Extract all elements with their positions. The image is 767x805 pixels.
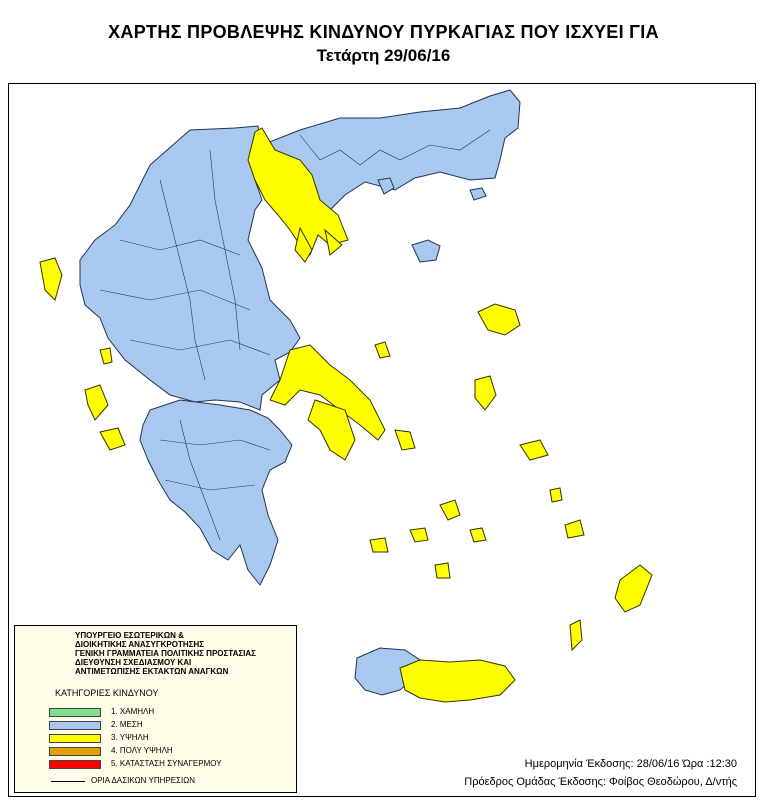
- org-line: ΔΙΟΙΚΗΤΙΚΗΣ ΑΝΑΣΥΓΚΡΟΤΗΣΗΣ: [75, 640, 205, 649]
- swatch-low: [49, 708, 101, 717]
- issue-date: Ημερομηνία Έκδοσης: 28/06/16 Ώρα :12:30: [524, 758, 737, 770]
- org-line: ΓΕΝΙΚΗ ΓΡΑΜΜΑΤΕΙΑ ΠΟΛΙΤΙΚΗΣ ΠΡΟΣΤΑΣΙΑΣ: [75, 649, 256, 658]
- legend-label: 5. ΚΑΤΑΣΤΑΣΗ ΣΥΝΑΓΕΡΜΟΥ: [111, 759, 222, 768]
- swatch-alarm: [49, 760, 101, 769]
- legend-label: 2. ΜΕΣΗ: [111, 720, 143, 729]
- org-line: ΑΝΤΙΜΕΤΩΠΙΣΗΣ ΕΚΤΑΚΤΩΝ ΑΝΑΓΚΩΝ: [75, 667, 229, 676]
- boundary-line-sample: [51, 781, 85, 782]
- boundary-label: ΟΡΙΑ ΔΑΣΙΚΩΝ ΥΠΗΡΕΣΙΩΝ: [91, 776, 195, 785]
- org-line: ΔΙΕΥΘΥΝΣΗ ΣΧΕΔΙΑΣΜΟΥ ΚΑΙ: [75, 658, 192, 667]
- signature: Πρόεδρος Ομάδας Έκδοσης: Φοίβος Θεοδώρου, Δ/ντής: [464, 776, 737, 788]
- legend-label: 1. ΧΑΜΗΛΗ: [111, 707, 155, 716]
- map-date: Τετάρτη 29/06/16: [316, 46, 451, 65]
- swatch-medium: [49, 721, 101, 730]
- map-title: ΧΑΡΤΗΣ ΠΡΟΒΛΕΨΗΣ ΚΙΝΔΥΝΟΥ ΠΥΡΚΑΓΙΑΣ ΠΟΥ ΙΣΧΥΕΙ ΓΙΑ: [108, 22, 659, 42]
- legend-label: 3. ΥΨΗΛΗ: [111, 733, 149, 742]
- swatch-very-high: [49, 747, 101, 756]
- legend-label: 4. ΠΟΛΥ ΥΨΗΛΗ: [111, 746, 173, 755]
- swatch-high: [49, 734, 101, 743]
- map-legend: [14, 625, 297, 793]
- org-line: ΥΠΟΥΡΓΕΙΟ ΕΣΩΤΕΡΙΚΩΝ &: [75, 631, 184, 640]
- categories-title: ΚΑΤΗΓΟΡΙΕΣ ΚΙΝΔΥΝΟΥ: [55, 688, 159, 698]
